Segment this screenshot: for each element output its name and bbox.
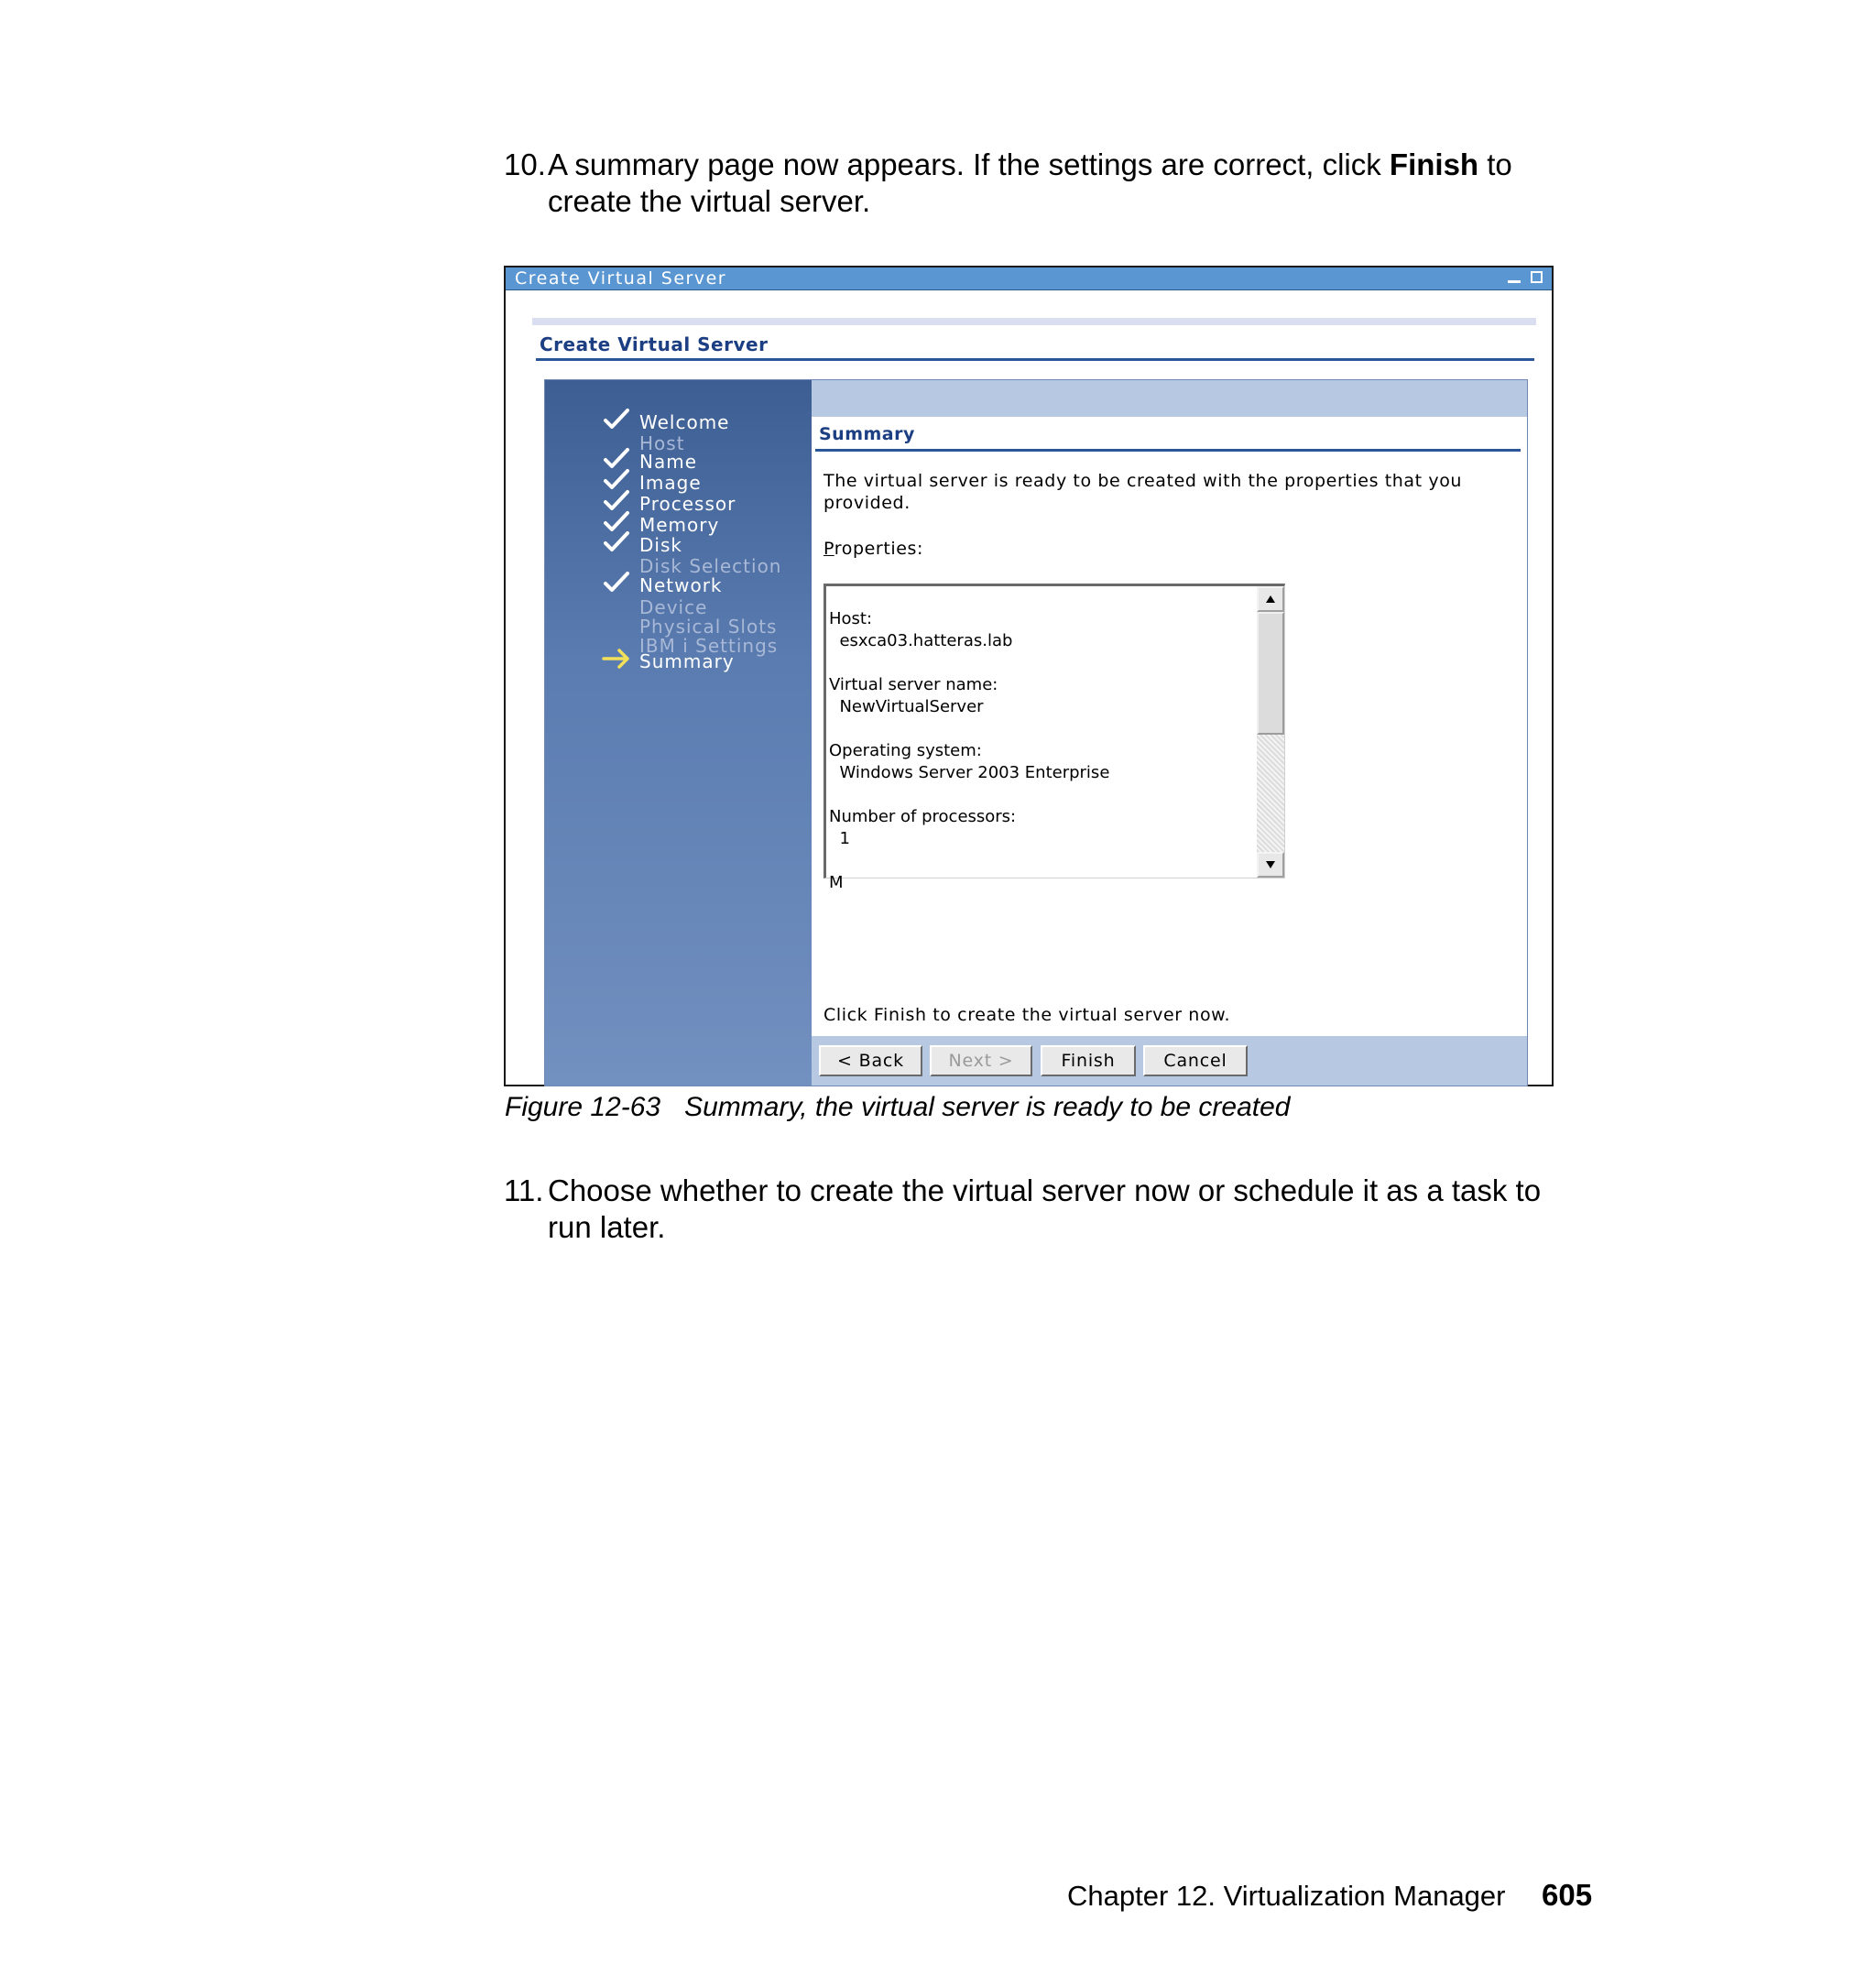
button-bar	[812, 1036, 1527, 1086]
nav-step-label: Memory	[639, 514, 720, 536]
next-button[interactable]: Next >	[930, 1045, 1032, 1076]
divider	[815, 449, 1521, 452]
nav-step-label: Device	[639, 596, 708, 618]
step-text-end: to create the virtual server.	[548, 147, 1512, 218]
figure-caption-text: Summary, the virtual server is ready to be created	[684, 1092, 1291, 1122]
step-11-paragraph	[504, 1173, 1566, 1246]
step-text: A summary page now appears. If the settings are correct, click	[548, 147, 1390, 181]
nav-step-label: Disk Selection	[639, 555, 782, 577]
nav-step-network[interactable]	[639, 574, 723, 596]
figure-caption	[505, 1092, 1291, 1123]
wizard-steps-sidebar	[545, 380, 812, 1086]
chapter-title: Chapter 12. Virtualization Manager	[1067, 1880, 1506, 1912]
nav-step-name[interactable]	[639, 451, 697, 473]
nav-step-label: Image	[639, 472, 702, 494]
step-10-paragraph	[504, 147, 1557, 220]
nav-step-image[interactable]	[639, 472, 702, 494]
nav-step-label: Physical Slots	[639, 616, 778, 638]
nav-step-label: Summary	[639, 650, 735, 672]
nav-step-label: Host	[639, 432, 685, 454]
check-icon	[603, 408, 630, 431]
wizard-panel	[544, 379, 1528, 1086]
step-number: 11.	[504, 1173, 544, 1207]
scroll-down-button[interactable]	[1257, 852, 1284, 878]
nav-step-summary[interactable]	[639, 650, 735, 672]
step-text: Choose whether to create the virtual server now or schedule it as a task to run later.	[548, 1173, 1542, 1244]
check-icon	[603, 530, 630, 554]
nav-step-label: Network	[639, 574, 723, 596]
divider	[536, 358, 1534, 361]
figure-label: Figure 12-63	[505, 1092, 661, 1122]
nav-step-disk[interactable]	[639, 534, 682, 556]
create-virtual-server-window	[504, 266, 1554, 1086]
nav-step-welcome[interactable]	[639, 411, 729, 433]
arrow-right-icon	[601, 645, 632, 672]
page-footer	[1067, 1878, 1593, 1913]
properties-scrollbar[interactable]	[1257, 586, 1284, 878]
cancel-button[interactable]: Cancel	[1143, 1045, 1248, 1076]
properties-text: Host: esxca03.hatteras.lab Virtual server name: NewVirtualServer Operating system: Windows Server 2003 Enterprise Number of processors: 1 M	[829, 609, 1110, 892]
arrow-down-icon	[1265, 860, 1276, 869]
nav-step-label: Disk	[639, 534, 682, 556]
header-strip	[532, 318, 1536, 325]
wizard-title: Create Virtual Server	[540, 333, 769, 355]
check-icon	[603, 571, 630, 595]
step-number: 10.	[504, 147, 546, 181]
maximize-icon[interactable]	[1531, 271, 1543, 283]
finish-emphasis: Finish	[1389, 147, 1479, 181]
content-header-band	[812, 380, 1527, 417]
finish-hint-text: Click Finish to create the virtual server now.	[823, 1005, 1231, 1025]
nav-step-label: Processor	[639, 493, 736, 515]
scroll-up-button[interactable]	[1257, 586, 1284, 612]
nav-step-label: Welcome	[639, 411, 730, 433]
section-title: Summary	[819, 424, 915, 444]
page-number: 605	[1542, 1878, 1593, 1912]
scroll-thumb[interactable]	[1257, 612, 1284, 735]
properties-label: Properties:	[823, 539, 924, 559]
window-title: Create Virtual Server	[515, 268, 727, 289]
wizard-content	[812, 380, 1527, 1086]
nav-step-label: IBM i Settings	[639, 635, 779, 657]
properties-textarea[interactable]	[823, 584, 1285, 892]
arrow-up-icon	[1265, 595, 1276, 604]
finish-button[interactable]: Finish	[1041, 1045, 1136, 1076]
intro-text: The virtual server is ready to be created with the properties that you provided.	[823, 471, 1463, 513]
minimize-icon[interactable]	[1508, 280, 1521, 283]
nav-step-memory[interactable]	[639, 514, 719, 536]
nav-step-processor[interactable]	[639, 493, 736, 515]
window-titlebar[interactable]	[506, 267, 1552, 290]
back-button[interactable]: < Back	[819, 1045, 922, 1076]
nav-step-label: Name	[639, 451, 698, 473]
